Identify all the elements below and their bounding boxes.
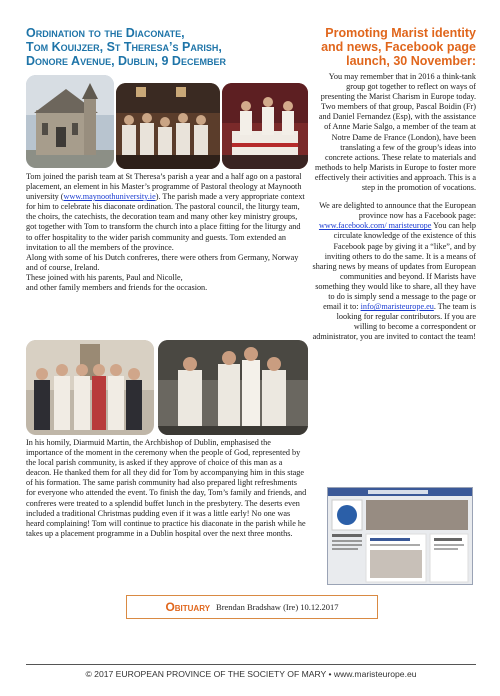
email-link[interactable]: info@maristeurope.eu	[360, 302, 434, 312]
homily-text-block	[26, 438, 308, 539]
facebook-link[interactable]: www.facebook.com/ maristeurope	[318, 221, 432, 231]
ordination-article	[26, 26, 308, 74]
obituary-box	[126, 595, 378, 619]
title-line: and news, Facebook page	[321, 40, 476, 54]
footer-text: © 2017 EUROPEAN PROVINCE OF THE SOCIETY OF MARY • www.maristeurope.eu	[85, 669, 417, 679]
intro-text-part: Tom joined the parish team at St Theresa’s parish a year and a half ago on a pastoral placement, an element in his Master’s programme of Pastoral theology at Maynooth university (	[26, 172, 302, 202]
announcement-text-part: We are delighted to announce that the European province now has a Facebook page:	[319, 201, 476, 221]
title-line: Promoting Marist identity	[325, 26, 476, 40]
title-line: Donore Avenue, Dublin, 9 December	[26, 54, 226, 68]
title-line: Tom Kouijzer, St Theresa’s Parish,	[26, 40, 222, 54]
announcement-text-part: . The team is looking for regular contributors. If you are willing to become a correspondent or administrator, you are invited to contact the team!	[312, 302, 476, 342]
parents-text: These joined with his parents, Paul and Nicolle,	[26, 272, 183, 282]
announcement-text-part: You can help circulate knowledge of the existence of this Facebook page by giving it a “like”, and by inviting others to do the same. It is a means of sharing news by means of updates from European communities and beyond. If Marists have something they would like to share, all they have to do is simply send a message to the page or email it to:	[312, 221, 476, 312]
facebook-article	[312, 26, 476, 342]
intro-text-part: ). The parish made a very appropriate context for him to celebrate his diaconate ordination. The pastoral council, the liturgy team, the choirs, the catechists, the decoration team and many other key ministry groups, got together with Tom to transform the church into a place fitting for the liturgy and to offer hospitality to the wider parish community and guests. Tom extended an invitation to all the members of the province.	[26, 192, 305, 252]
facebook-article-title	[312, 26, 476, 68]
ordination-article-title	[26, 26, 308, 68]
obituary-title: Obituary	[165, 600, 211, 614]
family-text: and other family members and friends for the occasion.	[26, 283, 208, 293]
homily-text: In his homily, Diarmuid Martin, the Archbishop of Dublin, emphasised the importance of the moment in the ceremony when the people of God, represented by the local parish community, is asked if they approve of choice of this man as a deacon. He thanked them for all they did for Tom by accompanying him in this stage of his formation. The same parish community had also prepared light refreshments for everyone who attended the event. To finish the day, Tom’s family and friends, and confreres were treated to a splendid buffet lunch in the presbytery. The deserts even included a traditional Christmas pudding even if it was a little early! No one was heard complaining! Tom will continue to practice his diaconate in the parish while he takes up a placement programme in a Dublin hospital over the next three months.	[26, 438, 307, 538]
page-footer	[26, 664, 476, 679]
altar-photo	[222, 83, 308, 169]
facebook-announcement-text	[312, 201, 476, 342]
ordination-intro-text	[26, 172, 308, 293]
title-line: launch, 30 November:	[346, 54, 476, 68]
church-exterior-photo	[26, 75, 114, 168]
obituary-text: Brendan Bradshaw (Ire) 10.12.2017	[216, 602, 339, 612]
group-photo	[26, 340, 154, 435]
guests-text: Along with some of his Dutch confreres, there were others from Germany, Norway and of course, Ireland.	[26, 252, 299, 272]
maynooth-link[interactable]: www.maynoothuniversity.ie	[63, 192, 156, 202]
ceremony-photo	[158, 340, 308, 435]
title-line: Ordination to the Diaconate,	[26, 26, 185, 40]
facebook-page-screenshot	[327, 487, 473, 585]
choir-photo	[116, 83, 220, 169]
think-tank-text: You may remember that in 2016 a think-tank group got together to reflect on ways of presenting the Marist Charism in Europe today. Two members of that group, Pascal Boidin (Fr) and Daniel Fernandez (Esp), with the assistance of Anne Marie Salgo, a member of the team at Notre Dame de France (London), have been translating a few of the group’s ideas into concrete actions. These relate to materials and methods to help Marists in Europe to foster more effectively their activities and approach. This is a step in the promotion of vocations.	[314, 72, 476, 193]
